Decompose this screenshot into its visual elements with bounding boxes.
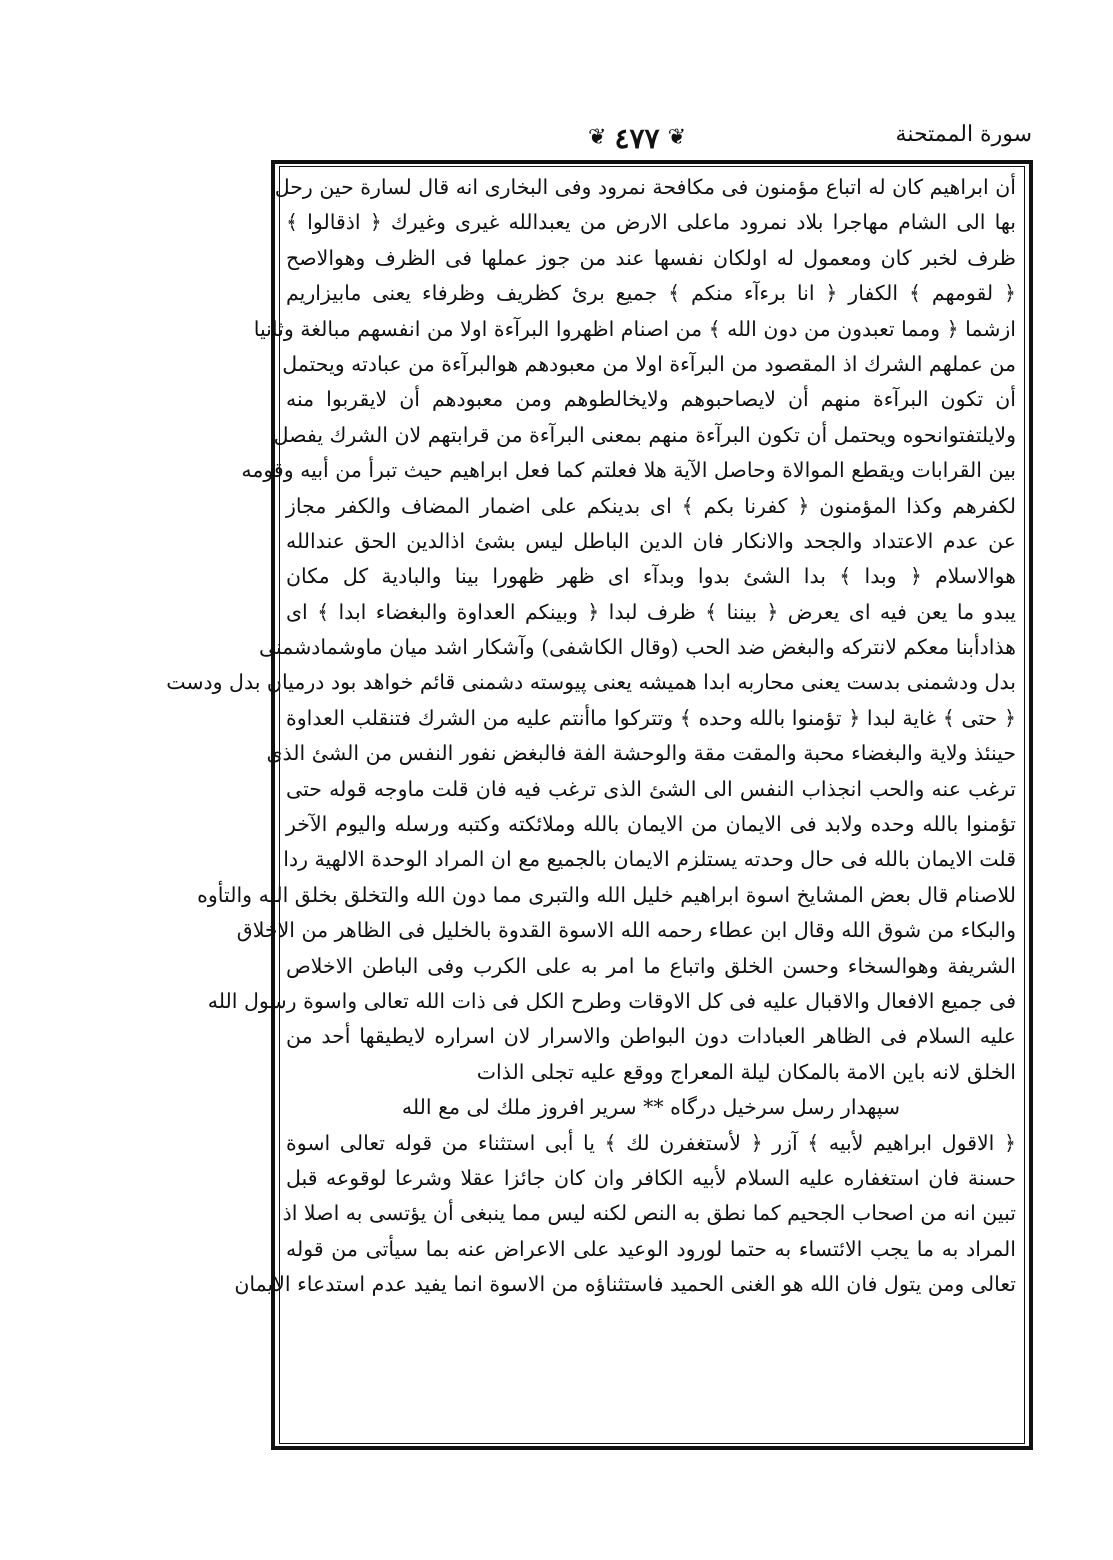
text-line: تعالى ومن يتول فان الله هو الغنى الحميد فاستثناؤه من الاسوة انما يفيد عدم استدعاء الايمان: [234, 1272, 1016, 1297]
text-line: والبكاء من شوق الله وقال ابن عطاء رحمه الله الاسوة القدوة بالخليل فى الظاهر من الاخلاق: [236, 918, 1016, 943]
ornament-left-icon: ❦: [588, 125, 607, 150]
text-line: حسنة فان استغفاره عليه السلام لأبيه الكافر وان كان جائزا عقلا وشرعا لوقوعه قبل: [286, 1165, 1016, 1190]
text-line: ظرف لخبر كان ومعمول له اولكان نفسها عند من جوز عملها فى الظرف وهوالاصح: [286, 245, 1016, 270]
text-line: ﴿ لقومهم ﴾ الكفار ﴿ انا برءآء منكم ﴾ جميع برئ كظريف وظرفاء يعنى مابيزاريم: [286, 281, 1016, 306]
text-line: ﴿ حتى ﴾ غاية لبدا ﴿ تؤمنوا بالله وحده ﴾ وتتركوا ماأنتم عليه من الشرك فتنقلب العداوة: [286, 705, 1016, 730]
page-header: [262, 120, 1032, 162]
text-line: أن تكون البرآءة منهم أن لايصاحبوهم ولايخالطوهم ومن معبودهم أن لايقربوا منه: [286, 387, 1016, 412]
page-number: ٤٧٧: [614, 121, 660, 155]
text-line: تبين انه من اصحاب الجحيم كما نطق به النص لكنه ليس مما ينبغى أن يؤتسى به اصلا اذ: [282, 1201, 1016, 1226]
ornament-right-icon: ❦: [667, 125, 686, 150]
text-line: يبدو ما يعن فيه اى يعرض ﴿ بيننا ﴾ ظرف لبدا ﴿ وبينكم العداوة والبغضاء ابدا ﴾ اى: [286, 599, 1016, 624]
text-line: حينئذ ولاية والبغضاء محبة والمقت مقة والوحشة الفة فالبغض نفور النفس من الشئ الذى: [266, 741, 1016, 766]
text-line: ولايلتفتوانحوه ويحتمل أن تكون البرآءة منهم بمعنى البرآءة من قرابتهم لان الشرك يفصل: [273, 422, 1016, 447]
text-line: قلت الايمان بالله فى حال وحدته يستلزم الايمان بالجميع مع ان المراد الوحدة الالهية ردا: [283, 847, 1016, 872]
text-line: بدل ودشمنى بدست يعنى محاربه ابدا هميشه يعنى پيوسته دشمنى قائم خواهد بود درميان بدل ودست: [166, 670, 1016, 695]
text-line: لكفرهم وكذا المؤمنون ﴿ كفرنا بكم ﴾ اى بدينكم على اضمار المضاف والكفر مجاز: [286, 493, 1016, 518]
text-line: بين القرابات ويقطع الموالاة وحاصل الآية هلا فعلتم كما فعل ابراهيم حيث تبرأ من أبيه وقومه: [241, 458, 1016, 483]
text-line: للاصنام قال بعض المشايخ اسوة ابراهيم خليل الله والتبرى مما دون الله والتخلق بخلق الله والتأوه: [197, 882, 1016, 907]
commentary-text: [166, 170, 1016, 1303]
text-line: ترغب عنه والحب انجذاب النفس الى الشئ الذى ترغب فيه فان قلت ماوجه قوله حتى: [286, 776, 1016, 801]
text-line: فى جميع الافعال والاقبال عليه فى كل الاوقات وطرح الكل فى ذات الله تعالى واسوة رسول الله: [207, 988, 1016, 1013]
text-line: تؤمنوا بالله وحده ولابد فى الايمان من الايمان بالله وملائكته وكتبه ورسله واليوم الآخر: [286, 812, 1016, 837]
page-number-cartouche: [542, 120, 732, 156]
text-line: ازشما ﴿ ومما تعبدون من دون الله ﴾ من اصنام اظهروا البرآءة اولا من انفسهم مبالغة وثانيا: [253, 316, 1016, 341]
text-line: الخلق لانه باين الامة بالمكان ليلة المعراج ووقع عليه تجلى الذات: [476, 1059, 1016, 1084]
text-line: الشريفة وهوالسخاء وحسن الخلق واتباع ما امر به على الكرب وفى الباطن الاخلاص: [286, 953, 1016, 978]
text-line: عليه السلام فى الظاهر العبادات دون البواطن والاسرار لان اسراره لايطيقها أحد من: [286, 1024, 1016, 1049]
surah-title: سورة الممتحنة: [895, 122, 1032, 147]
text-line: عن عدم الاعتداد والجحد والانكار فان الدين الباطل ليس بشئ اذالدين الحق عندالله: [286, 528, 1016, 553]
text-line: هذادأبنا معكم لانتركه والبغض ضد الحب (وقال الكاشفى) وآشكار اشد ميان ماوشمادشمنى: [258, 635, 1016, 660]
text-line: ﴿ الاقول ابراهيم لأبيه ﴾ آزر ﴿ لأستغفرن لك ﴾ يا أبى استثناء من قوله تعالى اسوة: [286, 1130, 1016, 1155]
text-line: هوالاسلام ﴿ وبدا ﴾ بدا الشئ بدوا وبدآء اى ظهر ظهورا بينا والبادية كل مكان: [286, 564, 1016, 589]
text-line: أن ابراهيم كان له اتباع مؤمنون فى مكافحة نمرود وفى البخارى انه قال لسارة حين رحل: [274, 175, 1016, 199]
text-line: المراد به ما يجب الائتساء به حتما لورود الوعيد على الاعراض عنه بما سيأتى من قوله: [286, 1236, 1016, 1261]
text-line: بها الى الشام مهاجرا بلاد نمرود ماعلى الارض من يعبدالله غيرى وغيرك ﴿ اذقالوا ﴾: [286, 210, 1016, 235]
text-line: من عملهم الشرك اذ المقصود من البرآءة اولا من معبودهم هوالبرآءة من عبادته ويحتمل: [282, 351, 1016, 376]
persian-verse-line: سپهدار رسل سرخيل درگاه ** سرير افروز ملك لى مع الله: [401, 1095, 901, 1120]
